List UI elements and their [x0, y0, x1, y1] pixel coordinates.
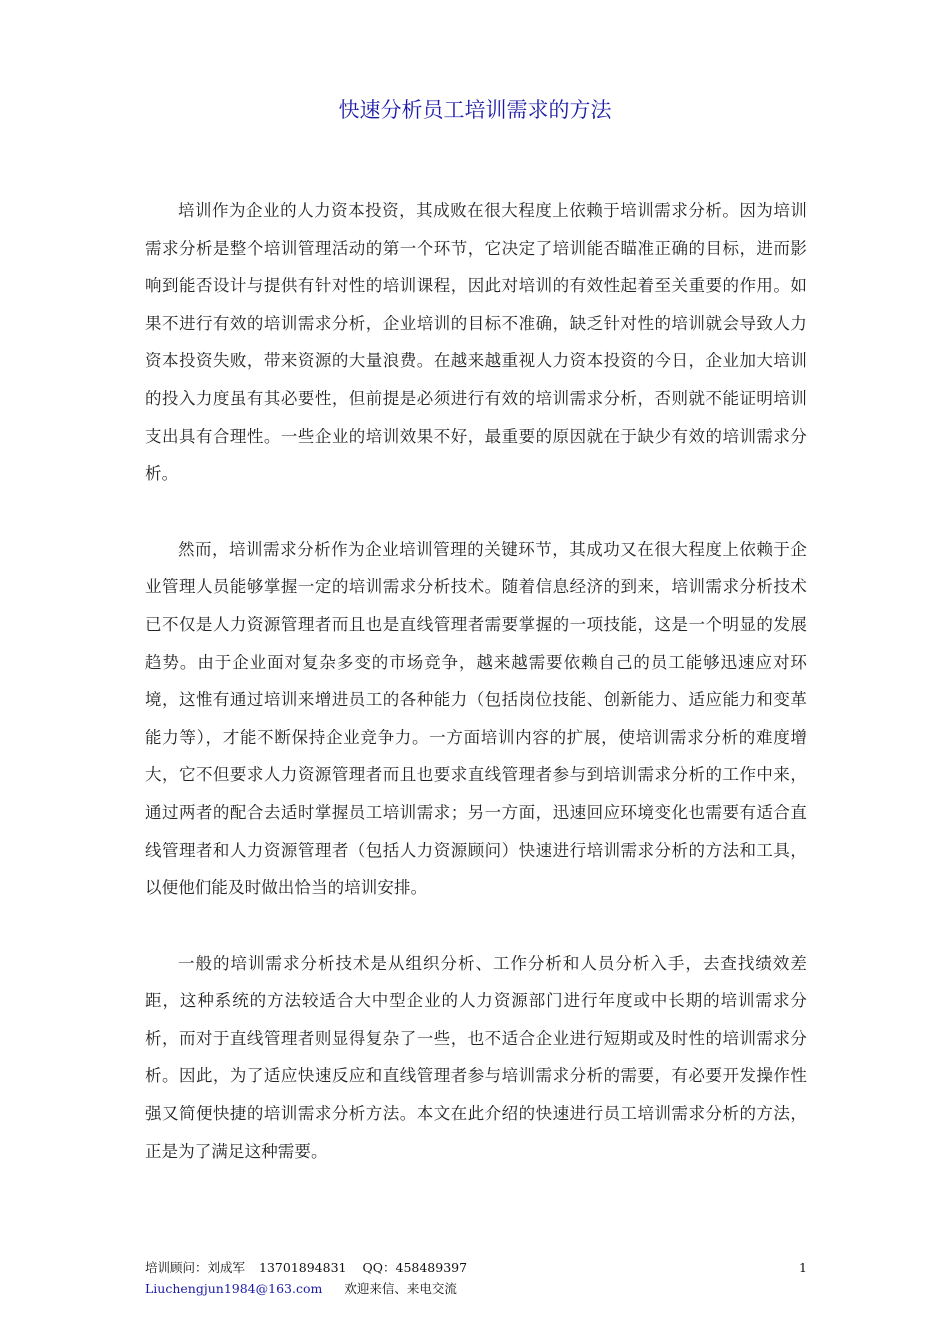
page-footer: [145, 1257, 807, 1299]
footer-email-link[interactable]: Liuchengjun1984@163.com: [145, 1281, 323, 1296]
paragraph-3: 一般的培训需求分析技术是从组织分析、工作分析和人员分析入手，去查找绩效差距，这种系统的方法较适合大中型企业的人力资源部门进行年度或中长期的培训需求分析，而对于直线管理者则显得复杂了一些，也不适合企业进行短期或及时性的培训需求分析。因此，为了适应快速反应和直线管理者参与培训需求分析的需要，有必要开发操作性强又简便快捷的培训需求分析方法。本文在此介绍的快速进行员工培训需求分析的方法，正是为了满足这种需要。: [145, 953, 807, 1161]
footer-consultant: 培训顾问：刘成军: [145, 1260, 246, 1275]
document-body: [145, 192, 807, 1208]
footer-email-row: [145, 1278, 807, 1299]
paragraph-1: 培训作为企业的人力资本投资，其成败在很大程度上依赖于培训需求分析。因为培训需求分析是整个培训管理活动的第一个环节，它决定了培训能否瞄准正确的目标，进而影响到能否设计与提供有针对性的培训课程，因此对培训的有效性起着至关重要的作用。如果不进行有效的培训需求分析，企业培训的目标不准确，缺乏针对性的培训就会导致人力资本投资失败，带来资源的大量浪费。在越来越重视人力资本投资的今日，企业加大培训的投入力度虽有其必要性，但前提是必须进行有效的培训需求分析，否则就不能证明培训支出具有合理性。一些企业的培训效果不好，最重要的原因就在于缺少有效的培训需求分析。: [145, 201, 807, 484]
page-title: 快速分析员工培训需求的方法: [338, 98, 612, 122]
paragraph-2: 然而，培训需求分析作为企业培训管理的关键环节，其成功又在很大程度上依赖于企业管理人员能够掌握一定的培训需求分析技术。随着信息经济的到来，培训需求分析技术已不仅是人力资源管理者而且也是直线管理者需要掌握的一项技能，这是一个明显的发展趋势。由于企业面对复杂多变的市场竞争，越来越需要依赖自己的员工能够迅速应对环境，这惟有通过培训来增进员工的各种能力（包括岗位技能、创新能力、适应能力和变革能力等），才能不断保持企业竞争力。一方面培训内容的扩展，使培训需求分析的难度增大，它不但要求人力资源管理者而且也要求直线管理者参与到培训需求分析的工作中来，通过两者的配合去适时掌握员工培训需求；另一方面，迅速回应环境变化也需要有适合直线管理者和人力资源管理者（包括人力资源顾问）快速进行培训需求分析的方法和工具，以便他们能及时做出恰当的培训安排。: [145, 539, 807, 898]
footer-phone: 13701894831: [259, 1260, 347, 1275]
footer-welcome: 欢迎来信、来电交流: [344, 1281, 457, 1296]
footer-qq: QQ：458489397: [362, 1260, 468, 1275]
footer-contact-row: [145, 1257, 807, 1278]
page-number: 1: [799, 1260, 807, 1275]
